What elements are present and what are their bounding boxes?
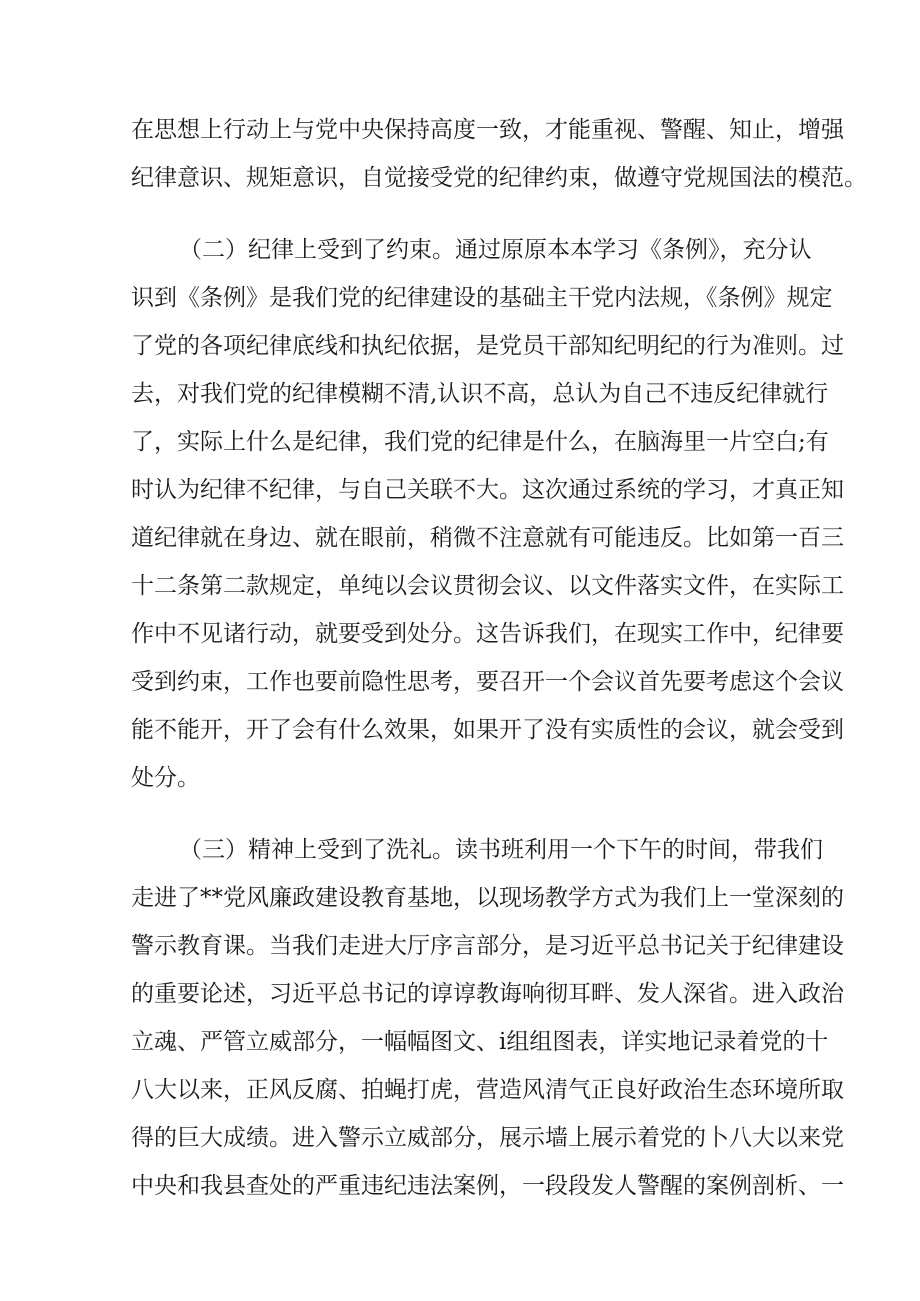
- text-line: 道纪律就在身边、就在眼前，稍微不注意就有可能违反。比如第一百三: [131, 525, 844, 551]
- text-line: 十二条第二款规定，单纯以会议贯彻会议、以文件落实文件，在实际工: [131, 573, 844, 599]
- paragraph-continuation: [131, 106, 867, 202]
- text-line: 纪律意识、规矩意识，自觉接受党的纪律约束，做遵守党规国法的模范。: [131, 165, 867, 191]
- text-line: 的重要论述，习近平总书记的谆谆教诲响彻耳畔、发人深省。进入政治: [131, 981, 844, 1007]
- text-line: 时认为纪律不纪律，与自己关联不大。这次通过系统的学习，才真正知: [131, 477, 844, 503]
- document-body: [131, 106, 867, 1210]
- text-line: 八大以来，正风反腐、拍蝇打虎，营造风清气正良好政治生态环境所取: [131, 1077, 844, 1103]
- text-line: 中央和我县查处的严重违纪违法案例，一段段发人警醒的案例剖析、一: [131, 1173, 844, 1199]
- text-line: 立魂、严管立威部分，一幅幅图文、i组组图表，详实地记录着党的十: [131, 1029, 829, 1055]
- text-line: 走进了**党风廉政建设教育基地，以现场教学方式为我们上一堂深刻的: [131, 885, 844, 911]
- text-line: 识到《条例》是我们党的纪律建设的基础主干党内法规，《条例》规定: [131, 285, 833, 311]
- text-line: 能不能开，开了会有什么效果，如果开了没有实质性的会议，就会受到: [131, 717, 844, 743]
- text-line: 作中不见诸行动，就要受到处分。这告诉我们，在现实工作中，纪律要: [131, 621, 844, 647]
- text-line: （三）精神上受到了洗礼。读书班利用一个下午的时间，带我们: [179, 837, 823, 863]
- text-line: （二）纪律上受到了约束。通过原原本本学习《条例》，充分认: [179, 237, 812, 263]
- text-line: 得的巨大成绩。进入警示立威部分，展示墙上展示着党的卜八大以来党: [131, 1125, 844, 1151]
- text-line: 了，实际上什么是纪律，我们党的纪律是什么，在脑海里一片空白;有: [131, 429, 829, 455]
- text-line: 处分。: [131, 765, 200, 791]
- text-line: 警示教育课。当我们走进大厅序言部分，是习近平总书记关于纪律建设: [131, 933, 844, 959]
- text-line: 在思想上行动上与党中央保持高度一致，才能重视、警醒、知止，增强: [131, 117, 844, 143]
- paragraph-discipline: [131, 226, 844, 802]
- text-line: 受到约束，工作也要前隐性思考，要召开一个会议首先要考虑这个会议: [131, 669, 844, 695]
- text-line: 了党的各项纪律底线和执纪依据，是党员干部知纪明纪的行为准则。过: [131, 333, 844, 359]
- text-line: 去，对我们党的纪律模糊不清,认识不高，总认为自己不违反纪律就行: [131, 381, 829, 407]
- paragraph-spirit: [131, 826, 844, 1210]
